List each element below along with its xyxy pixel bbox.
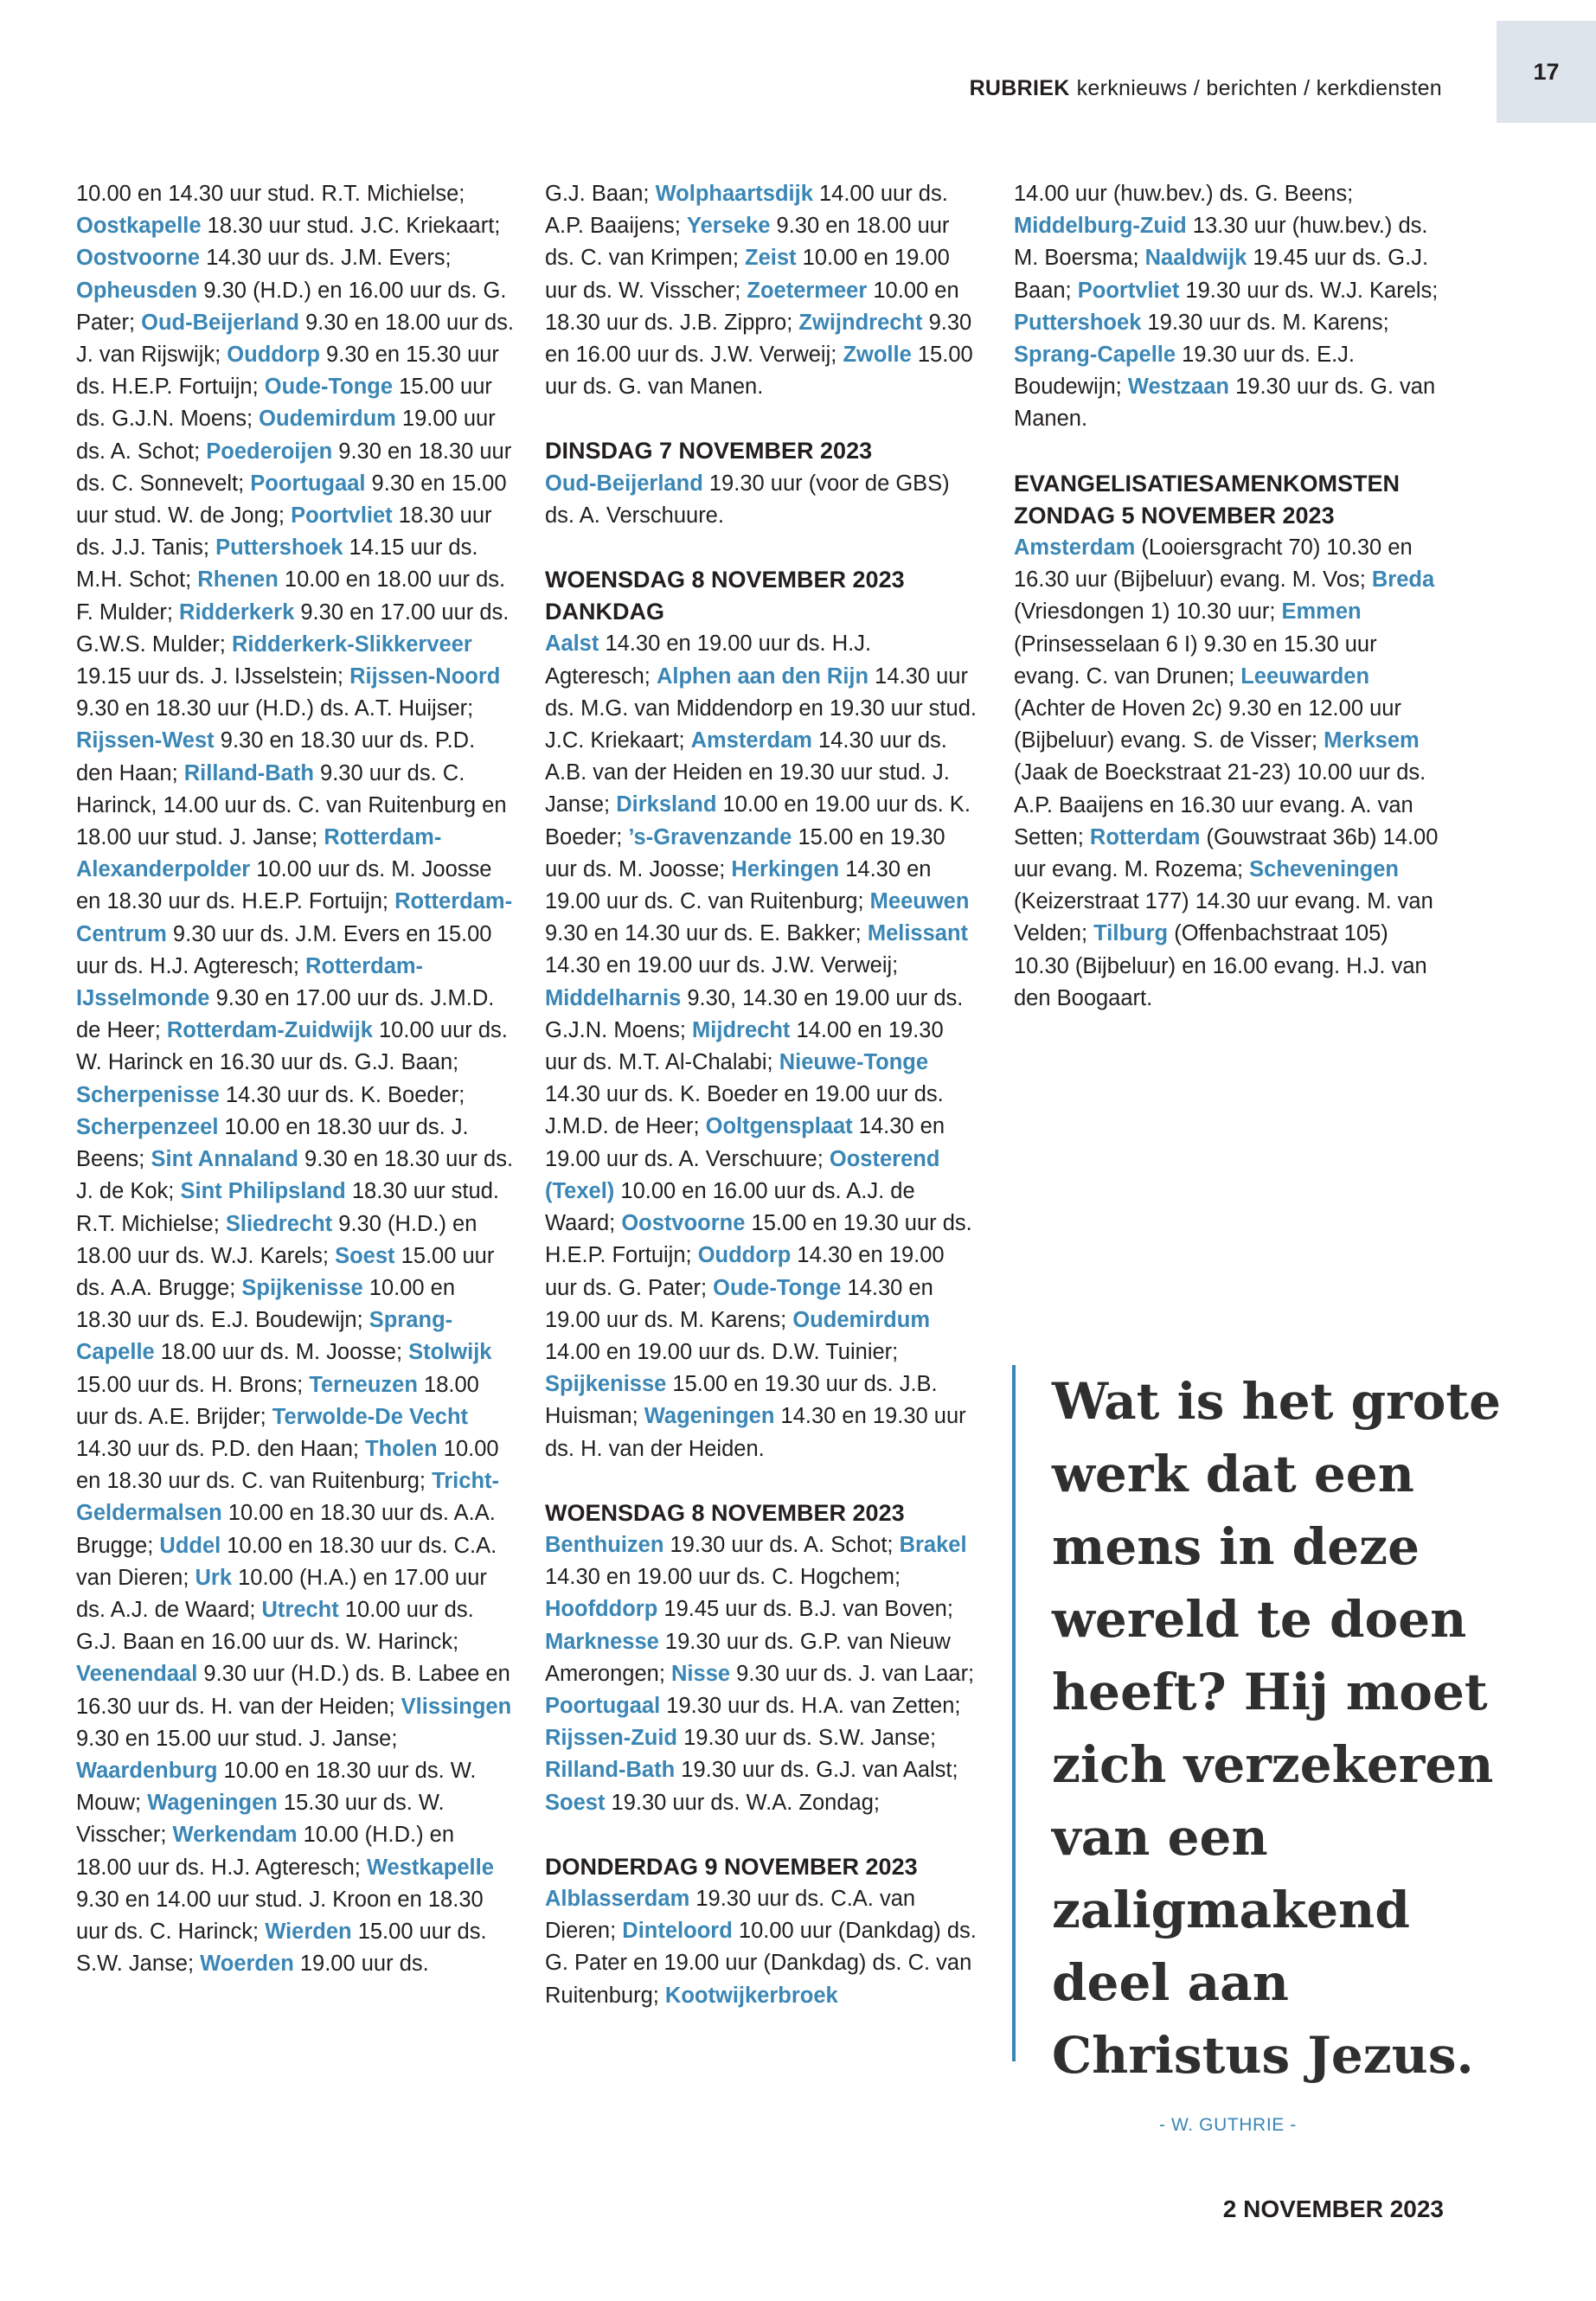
place-name: Werkendam [172,1823,298,1848]
service-listing [1014,532,1446,1015]
place-name: Hoofddorp [545,1597,658,1622]
service-details: 10.00 en 18.30 uur ds. C.A. van Dieren; [76,1533,497,1590]
place-name: Utrecht [261,1597,339,1622]
place-name: Sint Philipsland [180,1179,346,1204]
rubric-label: RUBRIEK [969,76,1070,100]
place-name: Middelharnis [545,985,682,1010]
place-name: Oud-Beijerland [141,310,299,335]
service-details: 14.30 en 19.00 uur ds. C. Hogchem; [545,1565,901,1590]
place-name: Dirksland [616,792,717,817]
rubric-section: kerknieuws / berichten / kerkdiensten [1076,76,1442,100]
place-name: Rotterdam-Zuidwijk [166,1018,373,1043]
service-details: 15.00 en 19.30 uur ds. J.B. Huisman; [545,1372,938,1429]
service-details: 19.45 uur ds. G.J. Baan; [1014,246,1429,303]
place-name: Poederoijen [206,439,333,464]
service-details: 10.00 uur ds. M. Joosse en 18.30 uur ds. H.E.P. Fortuijn; [76,857,492,914]
service-details: 10.00 uur (Dankdag) ds. G. Pater en 19.00 uur (Dankdag) ds. C. van Ruitenburg; [545,1919,977,2008]
place-name: Poortugaal [545,1693,661,1718]
place-name: Spijkenisse [241,1275,363,1300]
place-name: Puttershoek [215,535,343,561]
service-details: 9.30 en 18.30 uur (H.D.) ds. A.T. Huijser; [76,696,474,721]
place-name: ’s-Gravenzande [628,824,792,849]
date-heading: WOENSDAG 8 NOVEMBER 2023 DANKDAG [545,567,905,625]
place-name: Scherpenzeel [76,1114,219,1139]
service-details: 9.30 en 14.00 uur stud. J. Kroon en 18.30 uur ds. C. Harinck; [76,1887,484,1944]
place-name: Poortvliet [1077,278,1180,303]
service-listing [545,628,977,1465]
service-details: (Keizerstraat 177) 14.30 uur evang. M. van Velden; [1014,889,1433,946]
service-details: 14.30 en 19.00 uur ds. J.W. Verweij; [545,953,899,978]
place-name: Wolphaartsdijk [655,182,813,206]
service-details: 9.30 (H.D.) en 18.00 uur ds. W.J. Karels; [76,1211,478,1268]
service-details: 19.45 uur ds. B.J. van Boven; [657,1597,953,1622]
service-details: (Prinsesselaan 6 I) 9.30 en 15.30 uur evang. C. van Drunen; [1014,631,1377,689]
service-details: 19.15 uur ds. J. IJsselstein; [76,664,350,689]
column-3 [1014,178,1446,1015]
service-details: 14.30 uur ds. J.M. Evers; [200,246,452,271]
place-name: Leeuwarden [1240,663,1370,689]
service-details: (Offenbachstraat 105) 10.30 (Bijbeluur) en 16.00 evang. H.J. van den Boogaart. [1014,921,1427,1010]
service-details: 19.30 uur (voor de GBS) ds. A. Verschuure. [545,471,950,528]
pull-quote [1012,1365,1502,2085]
place-name: Tricht-Geldermalsen [76,1469,500,1526]
place-name: Rijssen-West [76,728,215,753]
service-details: (Looiersgracht 70) 10.30 en 16.30 uur (Bijbeluur) evang. M. Vos; [1014,535,1413,593]
service-details: (Achter de Hoven 2c) 9.30 en 12.00 uur (Bijbeluur) evang. S. de Visser; [1014,696,1401,753]
place-name: Stolwijk [408,1340,492,1365]
service-details: 15.00 uur ds. G. van Manen. [545,343,973,400]
place-name: Westkapelle [366,1855,494,1880]
service-details: 14.00 en 19.30 uur ds. M.T. Al-Chalabi; [545,1017,944,1075]
service-details: 9.30 uur (H.D.) ds. B. Labee en 16.30 uur ds. H. van der Heiden; [76,1662,510,1719]
place-name: Woerden [200,1952,294,1977]
place-name: Melissant [867,921,969,946]
place-name: Zoetermeer [747,278,868,303]
place-name: Poortugaal [250,471,366,496]
service-details: 10.00 (H.A.) en 17.00 uur ds. A.J. de Waard; [76,1565,487,1622]
place-name: Sprang-Capelle [1014,343,1176,368]
place-name: Oostvoorne [621,1211,746,1236]
service-details: 9.30 en 18.30 uur ds. J. de Kok; [76,1147,514,1204]
place-name: Waardenburg [76,1758,218,1783]
place-name: Oude-Tonge [713,1275,842,1300]
service-details: 9.30 en 18.00 uur ds. C. van Krimpen; [545,214,950,271]
service-details: 9.30 en 14.30 uur ds. E. Bakker; [545,921,868,946]
place-name: Sprang-Capelle [76,1308,453,1365]
service-details: 10.00 en 18.30 uur ds. W. Mouw; [76,1758,477,1816]
place-name: Oostkapelle [76,214,202,239]
date-heading: EVANGELISATIESAMENKOMSTEN ZONDAG 5 NOVEMBER 2023 [1014,470,1401,529]
place-name: Wageningen [644,1404,775,1429]
place-name: Wierden [265,1919,352,1944]
place-name: Emmen [1281,599,1362,625]
place-name: Dinteloord [622,1919,733,1944]
column-1 [76,178,514,1980]
service-details: 15.00 en 19.30 uur ds. H.E.P. Fortuijn; [545,1211,972,1268]
service-details: 10.00 en 19.00 uur ds. W. Visscher; [545,246,950,303]
service-details: 15.00 en 19.30 uur ds. M. Joosse; [545,824,945,881]
service-details: 19.00 uur ds. A. Schot; [76,407,496,464]
service-details: 19.30 uur ds. M. Karens; [1141,310,1389,335]
pull-quote-text: Wat is het grote werk dat een mens in deze wereld te doen heeft? Hij moet zich verzekeren van een zaligmakend deel aan Christus Jezus. [1052,1372,1502,2085]
service-details: 10.00 en 19.00 uur ds. K. Boeder; [545,792,971,849]
place-name: Rilland-Bath [545,1758,676,1783]
service-details: 9.30 en 18.30 uur ds. C. Sonnevelt; [76,439,512,496]
service-details: 19.30 uur ds. G.J. van Aalst; [675,1758,958,1783]
service-details: 19.30 uur ds. S.W. Janse; [677,1726,937,1751]
place-name: Oudemirdum [259,407,396,432]
service-listing [76,178,514,1980]
place-name: Uddel [159,1533,221,1558]
place-name: Sint Annaland [151,1147,298,1172]
service-details: 15.30 uur ds. W. Visscher; [76,1791,445,1848]
service-listing [545,468,977,532]
date-heading: WOENSDAG 8 NOVEMBER 2023 [545,1499,905,1526]
service-details: 14.15 uur ds. M.H. Schot; [76,535,478,593]
place-name: Breda [1371,567,1435,593]
service-details: 9.30 uur ds. J. van Laar; [730,1661,975,1686]
place-name: Terwolde-De Vecht [272,1404,469,1429]
service-details: 14.30 en 19.00 uur ds. H.J. Agteresch; [545,631,872,689]
place-name: Ridderkerk-Slikkerveer [231,631,472,657]
place-name: Veenendaal [76,1662,198,1687]
place-name: Merksem [1324,728,1420,753]
service-details: 10.00 en 18.30 uur ds. A.A. Brugge; [76,1501,496,1558]
place-name: Zeist [745,246,797,271]
service-details: 14.30 uur ds. M.G. van Middendorp en 19.30 uur stud. J.C. Kriekaart; [545,663,977,753]
service-details: (Jaak de Boeckstraat 21-23) 10.00 uur ds. A.P. Baaijens en 16.30 uur evang. A. van Setten; [1014,760,1426,849]
place-name: Rilland-Bath [183,760,314,785]
place-name: Rotterdam-Alexanderpolder [76,825,442,882]
service-details: 9.30 en 17.00 uur ds. G.W.S. Mulder; [76,599,510,657]
service-details: 9.30 en 15.00 uur stud. J. Janse; [76,1726,398,1751]
place-name: Naaldwijk [1144,246,1247,271]
service-details: 19.30 uur ds. H.A. van Zetten; [660,1693,961,1718]
service-details: 10.00 en 18.30 uur ds. E.J. Boudewijn; [76,1275,456,1333]
place-name: Benthuizen [545,1532,664,1557]
place-name: Nisse [671,1661,731,1686]
place-name: Rotterdam-Centrum [76,889,513,946]
place-name: Oud-Beijerland [545,471,703,496]
service-details: 19.30 uur ds. E.J. Boudewijn; [1014,343,1355,400]
place-name: Zwijndrecht [798,310,923,335]
place-name: Oudemirdum [792,1307,931,1332]
service-details: 10.00 en 18.30 uur ds. C. van Ruitenburg; [76,1436,499,1494]
place-name: Aalst [545,631,599,657]
place-name: Poortvliet [291,503,393,529]
place-name: Meeuwen [869,889,970,914]
service-details: (Gouwstraat 36b) 14.00 uur evang. M. Rozema; [1014,824,1439,882]
service-details: 9.30 uur ds. J.M. Evers en 15.00 uur ds. H.J. Agteresch; [76,921,492,978]
issue-date: 2 NOVEMBER 2023 [1222,2195,1444,2222]
service-details: 14.30 en 19.00 uur ds. M. Karens; [545,1275,933,1332]
place-name: Tholen [365,1436,438,1461]
service-details: 10.00 en 18.00 uur ds. F. Mulder; [76,567,506,625]
service-details: 15.00 uur ds. H. Brons; [76,1372,310,1397]
place-name: Yerseke [686,214,771,239]
date-heading: DINSDAG 7 NOVEMBER 2023 [545,438,873,465]
service-details: 14.00 uur ds. A.P. Baaijens; [545,182,948,239]
service-details: 18.00 uur ds. A.E. Brijder; [76,1372,479,1429]
place-name: Ouddorp [697,1243,792,1268]
service-details: (Vriesdongen 1) 10.30 uur; [1014,599,1282,625]
place-name: Alblasserdam [545,1886,690,1911]
service-details: 9.30 (H.D.) en 16.00 uur ds. G. Pater; [76,278,507,335]
place-name: Rotterdam [1089,824,1201,849]
service-details: 14.30 en 19.00 uur ds. C. van Ruitenburg; [545,856,932,914]
place-name: Rijssen-Zuid [545,1726,678,1751]
service-details: 10.00 en 18.30 uur ds. J. Beens; [76,1114,469,1172]
place-name: Vlissingen [401,1694,512,1719]
place-name: Amsterdam [690,728,812,753]
pull-quote-author: - W. GUTHRIE - [1159,2115,1297,2135]
service-details: 9.30 en 17.00 uur ds. J.M.D. de Heer; [76,986,495,1043]
page-number: 17 [1497,21,1596,123]
service-details: 18.00 uur ds. M. Joosse; [154,1340,409,1365]
service-details: 19.00 uur ds. [293,1952,429,1977]
place-name: Ouddorp [227,343,320,368]
place-name: Opheusden [76,278,198,303]
service-details: 15.00 uur ds. A.A. Brugge; [76,1243,495,1300]
service-details: 19.30 uur ds. G. van Manen. [1014,375,1436,432]
service-details: 19.30 uur ds. W.J. Karels; [1179,278,1439,303]
service-details: 14.30 uur ds. K. Boeder en 19.00 uur ds. J.M.D. de Heer; [545,1082,944,1139]
place-name: Rhenen [197,567,279,593]
place-name: Soest [545,1790,606,1815]
service-details: 14.30 uur ds. P.D. den Haan; [76,1436,366,1461]
column-2 [545,178,977,2012]
service-details: 19.30 uur ds. G.P. van Nieuw Amerongen; [545,1629,951,1686]
place-name: Mijdrecht [692,1017,791,1042]
place-name: Sliedrecht [225,1211,333,1236]
service-details: 9.30 en 16.00 uur ds. J.W. Verweij; [545,310,972,368]
place-name: Oude-Tonge [264,375,394,400]
place-name: Urk [195,1565,233,1590]
service-details: 14.30 uur ds. K. Boeder; [219,1082,465,1107]
service-details: 10.00 en 14.30 uur stud. R.T. Michielse; [76,182,465,206]
service-details: 9.30 en 15.30 uur ds. H.E.P. Fortuijn; [76,343,499,400]
service-listing [545,1529,977,1819]
service-details: 14.00 en 19.00 uur ds. D.W. Tuinier; [545,1339,899,1364]
place-name: Brakel [899,1532,967,1557]
page-header [970,76,1442,101]
place-name: Nieuwe-Tonge [779,1050,929,1075]
place-name: Soest [335,1243,395,1268]
place-name: Wageningen [147,1791,278,1816]
place-name: Oostvoorne [76,246,201,271]
service-details: 9.30, 14.30 en 19.00 uur ds. G.J.N. Moens; [545,985,964,1042]
date-heading: DONDERDAG 9 NOVEMBER 2023 [545,1853,918,1880]
place-name: Ooltgensplaat [705,1114,853,1139]
service-details: 19.30 uur ds. A. Schot; [663,1532,900,1557]
service-details: 10.00 uur ds. W. Harinck en 16.30 uur ds. G.J. Baan; [76,1018,508,1075]
service-details: 18.30 uur ds. J.J. Tanis; [76,503,492,561]
service-details: 10.00 (H.D.) en 18.00 uur ds. H.J. Agteresch; [76,1823,455,1880]
place-name: Scherpenisse [76,1082,220,1107]
service-details: 14.00 uur (huw.bev.) ds. G. Beens; [1014,182,1354,206]
service-details: 10.00 en 16.00 uur ds. A.J. de Waard; [545,1178,915,1236]
place-name: Ridderkerk [179,599,295,625]
place-name: Marknesse [545,1629,659,1654]
place-name: Zwolle [843,343,912,368]
place-name: Scheveningen [1249,857,1400,882]
place-name: Rotterdam-IJsselmonde [76,953,424,1011]
place-name: Terneuzen [309,1372,418,1397]
service-details: G.J. Baan; [545,182,656,206]
service-details: 9.30 en 18.30 uur ds. P.D. den Haan; [76,728,476,785]
place-name: Kootwijkerbroek [664,1983,838,2008]
service-details: 14.30 uur ds. A.B. van der Heiden en 19.30 uur stud. J. Janse; [545,728,950,817]
service-details: 14.30 en 19.00 uur ds. G. Pater; [545,1243,945,1300]
service-details: 9.30 uur ds. C. Harinck, 14.00 uur ds. C. van Ruitenburg en 18.00 uur stud. J. Janse; [76,760,507,850]
place-name: Rijssen-Noord [349,664,501,689]
service-details: 18.30 uur stud. R.T. Michielse; [76,1179,499,1236]
service-details: 19.30 uur ds. C.A. van Dieren; [545,1886,916,1944]
service-details: 10.00 uur ds. G.J. Baan en 16.00 uur ds. W. Harinck; [76,1597,474,1655]
service-details: 9.30 en 15.00 uur stud. W. de Jong; [76,471,507,529]
service-details: 15.00 uur ds. G.J.N. Moens; [76,375,492,432]
place-name: Middelburg-Zuid [1014,214,1187,239]
place-name: Oosterend (Texel) [545,1146,940,1203]
service-details: 15.00 uur ds. S.W. Janse; [76,1919,487,1977]
place-name: Westzaan [1127,375,1229,400]
service-details: 14.30 en 19.00 uur ds. A. Verschuure; [545,1114,945,1171]
service-details: 19.30 uur ds. W.A. Zondag; [605,1790,880,1815]
place-name: Amsterdam [1014,535,1136,561]
place-name: Alphen aan den Rijn [656,663,869,689]
place-name: Spijkenisse [545,1372,667,1397]
place-name: Puttershoek [1014,310,1142,335]
place-name: Tilburg [1093,921,1169,946]
service-details: 18.30 uur stud. J.C. Kriekaart; [201,214,501,239]
service-listing [545,178,977,403]
service-listing [545,1883,977,2012]
service-details: 9.30 en 18.00 uur ds. J. van Rijswijk; [76,310,515,368]
place-name: Herkingen [731,856,840,881]
service-listing [1014,178,1446,436]
service-details: 10.00 en 18.30 uur ds. J.B. Zippro; [545,278,959,335]
service-details: 14.30 en 19.30 uur ds. H. van der Heiden. [545,1404,966,1461]
service-details: 13.30 uur (huw.bev.) ds. M. Boersma; [1014,214,1428,271]
